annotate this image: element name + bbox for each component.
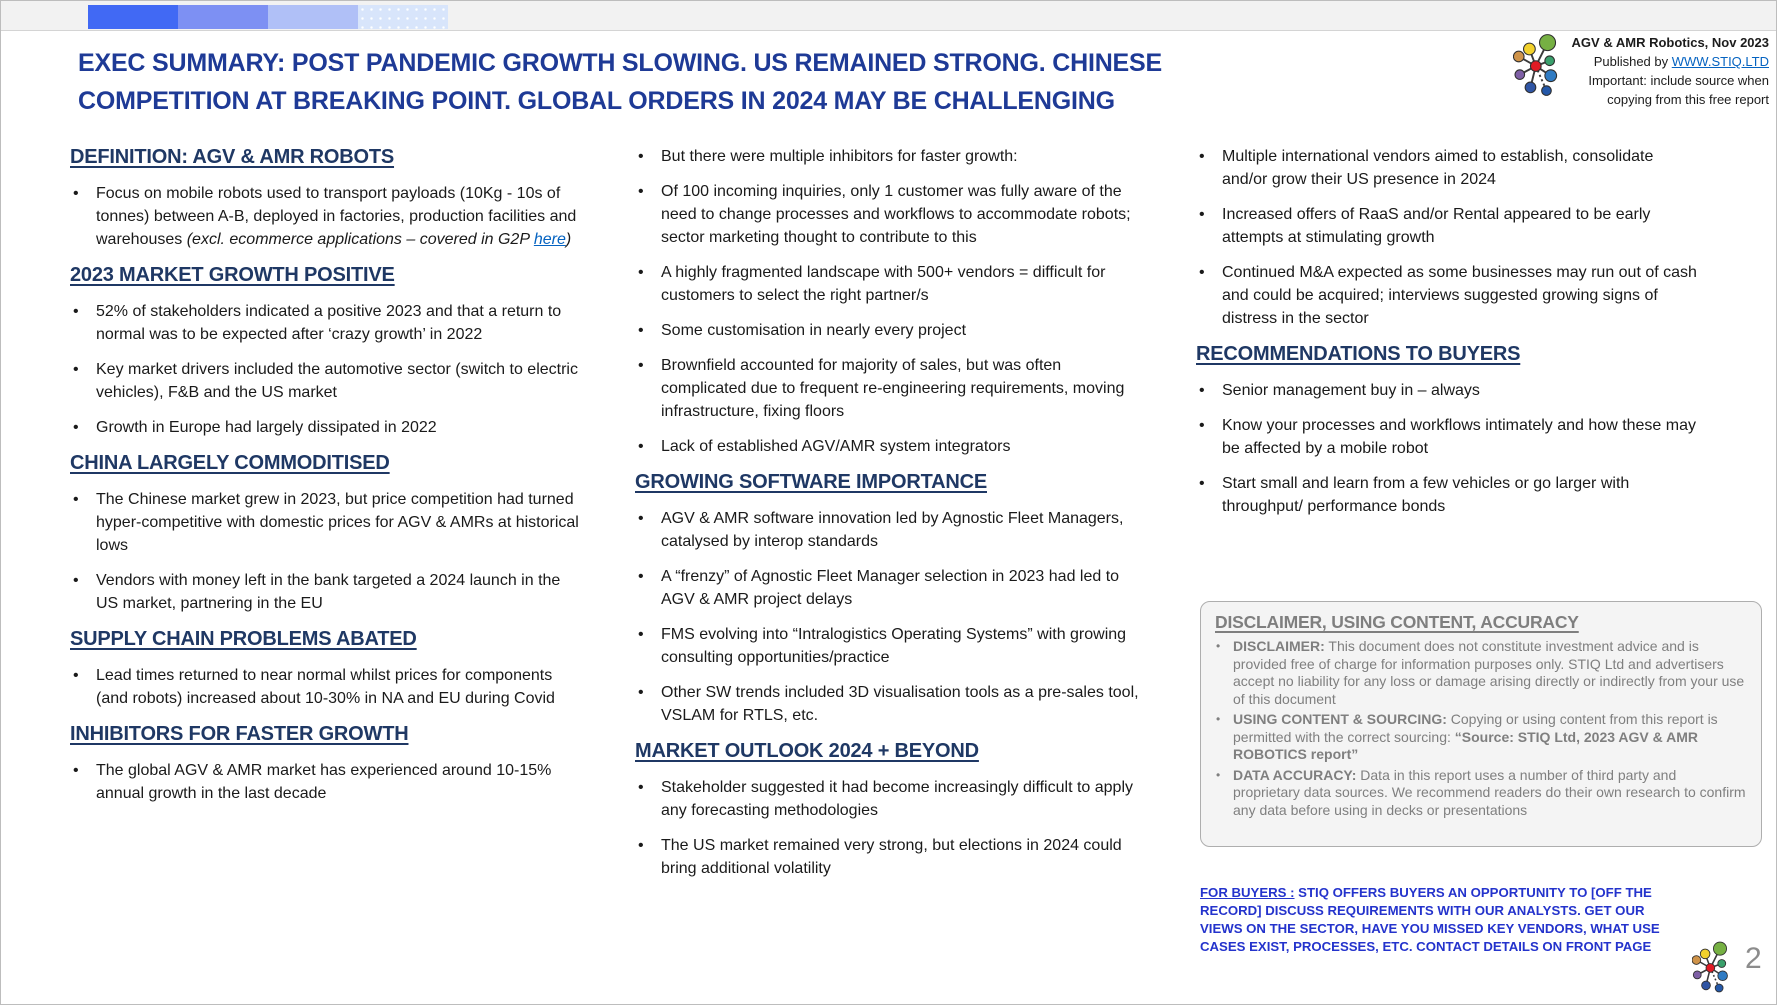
top-decorative-strip (0, 0, 1777, 31)
stiq-website-link[interactable]: WWW.STIQ.LTD (1671, 54, 1769, 69)
bullet-text: Lack of established AGV/AMR system integrators (661, 438, 1011, 455)
bullet-marker: • (638, 510, 644, 527)
disclaimer-heading: DISCLAIMER, USING CONTENT, ACCURACY (1215, 612, 1579, 632)
bullet-marker: • (73, 185, 79, 202)
bullet-marker: • (73, 419, 79, 436)
top-bar-segment (178, 5, 268, 29)
top-bar-segment (268, 5, 358, 29)
stiq-logo-icon (1513, 33, 1565, 97)
bullet-item (70, 569, 586, 615)
section-heading: RECOMMENDATIONS TO BUYERS (1196, 343, 1521, 365)
bullet-marker: • (638, 837, 644, 854)
bullet-text: Of 100 incoming inquiries, only 1 customer was fully aware of the need to change processes and workflows to accommodate robots; sector marketing thought to contribute to this (661, 183, 1131, 246)
bullet-marker: • (1216, 639, 1221, 653)
bullet-marker: • (638, 779, 644, 796)
bullet-marker: • (73, 667, 79, 684)
bullet-marker: • (73, 361, 79, 378)
section-heading: SUPPLY CHAIN PROBLEMS ABATED (70, 628, 417, 650)
stiq-logo-icon-small (1692, 940, 1734, 994)
report-title: AGV & AMR Robotics, Nov 2023 (1571, 35, 1769, 50)
bullet-item (70, 488, 586, 557)
content-column-middle (635, 145, 1140, 892)
bullet-text: Other SW trends included 3D visualisation tools as a pre-sales tool, VSLAM for RTLS, etc. (661, 684, 1139, 724)
bullet-text: Lead times returned to near normal whilst prices for components (and robots) increased about 10-30% in NA and EU during Covid (96, 667, 555, 707)
disclaimer-box (1200, 601, 1762, 847)
bullet-item (1215, 711, 1747, 764)
bullet-text: DISCLAIMER: This document does not constitute investment advice and is provided free of charge for information purposes only. STIQ Ltd and advertisers accept no liability for any loss or damage arising directly or indirectly from your use of this document (1233, 638, 1745, 707)
bullet-marker: • (638, 357, 644, 374)
bullet-item (70, 300, 586, 346)
section-heading: CHINA LARGELY COMMODITISED (70, 452, 390, 474)
bullet-marker: • (1199, 148, 1205, 165)
page-title (78, 44, 1368, 120)
bullet-item (1196, 203, 1701, 249)
bullet-text: 52% of stakeholders indicated a positive 2023 and that a return to normal was to be expected after ‘crazy growth’ in 2022 (96, 303, 562, 343)
section-heading: MARKET OUTLOOK 2024 + BEYOND (635, 740, 979, 762)
bullet-item (70, 759, 586, 805)
bullet-marker: • (638, 148, 644, 165)
bullet-text: AGV & AMR software innovation led by Agnostic Fleet Managers, catalysed by interop standards (661, 510, 1124, 550)
bullet-text: The Chinese market grew in 2023, but price competition had turned hyper-competitive with domestic prices for AGV & AMRs at historical lows (96, 491, 579, 554)
bullet-marker: • (638, 626, 644, 643)
bullet-text: Start small and learn from a few vehicles or go larger with throughput/ performance bonds (1222, 475, 1630, 515)
section-heading: INHIBITORS FOR FASTER GROWTH (70, 723, 409, 745)
bullet-text: Know your processes and workflows intimately and how these may be affected by a mobile robot (1222, 417, 1696, 457)
bullet-marker: • (638, 264, 644, 281)
content-column-right (1196, 145, 1701, 530)
bullet-item (635, 565, 1140, 611)
bullet-item (635, 354, 1140, 423)
inline-link[interactable]: here (533, 231, 566, 248)
bullet-text: Vendors with money left in the bank targeted a 2024 launch in the US market, partnering in the EU (96, 572, 561, 612)
bullet-text: Brownfield accounted for majority of sales, but was often complicated due to frequent re-engineering requirements, moving infrastructure, fixing floors (661, 357, 1125, 420)
bullet-text: Some customisation in nearly every project (661, 322, 967, 339)
bullet-text: Key market drivers included the automotive sector (switch to electric vehicles), F&B and the US market (96, 361, 578, 401)
bullet-marker: • (73, 572, 79, 589)
bullet-item (70, 358, 586, 404)
bullet-item (635, 681, 1140, 727)
bullet-item (635, 180, 1140, 249)
bullet-marker: • (638, 568, 644, 585)
bullet-item (1196, 472, 1701, 518)
bullet-marker: • (73, 491, 79, 508)
bullet-text: But there were multiple inhibitors for faster growth: (661, 148, 1018, 165)
bullet-marker: • (73, 762, 79, 779)
bullet-item (635, 507, 1140, 553)
bullet-text: Multiple international vendors aimed to establish, consolidate and/or grow their US presence in 2024 (1222, 148, 1654, 188)
bullet-item (1196, 145, 1701, 191)
bullet-marker: • (1199, 417, 1205, 434)
bullet-text: A “frenzy” of Agnostic Fleet Manager selection in 2023 had led to AGV & AMR project delays (661, 568, 1120, 608)
report-info (1513, 33, 1769, 109)
bullet-item (635, 319, 1140, 342)
bullet-text: Stakeholder suggested it had become increasingly difficult to apply any forecasting methodologies (661, 779, 1133, 819)
bullet-marker: • (638, 322, 644, 339)
bullet-marker: • (638, 684, 644, 701)
bullet-marker: • (638, 438, 644, 455)
bullet-item (635, 623, 1140, 669)
page-title-line2: COMPETITION AT BREAKING POINT. GLOBAL ORDERS IN 2024 MAY BE CHALLENGING (78, 87, 1115, 115)
report-publisher: Published by WWW.STIQ.LTD (1593, 54, 1769, 69)
bullet-item (70, 416, 586, 439)
bullet-text: USING CONTENT & SOURCING: Copying or using content from this report is permitted with the correct sourcing: “Source: STIQ Ltd, 2023 AGV & AMR ROBOTICS report” (1233, 711, 1718, 762)
disclaimer-list (1215, 638, 1747, 819)
bullet-text: Senior management buy in – always (1222, 382, 1480, 399)
bullet-item (635, 834, 1140, 880)
bullet-marker: • (1216, 767, 1221, 782)
page-title-line1: EXEC SUMMARY: POST PANDEMIC GROWTH SLOWING. US REMAINED STRONG. CHINESE (78, 49, 1162, 77)
bullet-item (635, 435, 1140, 458)
bullet-item (1196, 379, 1701, 402)
bullet-text: The US market remained very strong, but elections in 2024 could bring additional volatility (661, 837, 1122, 877)
bullet-text: Growth in Europe had largely dissipated in 2022 (96, 419, 437, 436)
section-heading: GROWING SOFTWARE IMPORTANCE (635, 471, 987, 493)
top-bar-segment (358, 5, 448, 29)
bullet-marker: • (73, 303, 79, 320)
bullet-item (635, 776, 1140, 822)
section-heading: DEFINITION: AGV & AMR ROBOTS (70, 146, 395, 168)
for-buyers-note: FOR BUYERS : STIQ OFFERS BUYERS AN OPPORTUNITY TO [OFF THE RECORD] DISCUSS REQUIREMENTS WITH OUR ANALYSTS. GET OUR VIEWS ON THE SECTOR, HAVE YOU MISSED KEY VENDORS, WHAT USE CASES EXIST, PROCESSES, ETC. CONTACT DETAILS ON FRONT PAGE (1200, 885, 1660, 954)
bullet-text: A highly fragmented landscape with 500+ vendors = difficult for customers to select the right partner/s (661, 264, 1106, 304)
bullet-text: Focus on mobile robots used to transport payloads (10Kg - 10s of tonnes) between A-B, deployed in factories, production facilities and warehouses (excl. ecommerce applications – covered in G2P here) (96, 185, 577, 248)
bullet-marker: • (1199, 382, 1205, 399)
section-heading: 2023 MARKET GROWTH POSITIVE (70, 264, 395, 286)
bullet-marker: • (1199, 206, 1205, 223)
bullet-item (1215, 638, 1747, 708)
bullet-text: FMS evolving into “Intralogistics Operating Systems” with growing consulting opportunities/practice (661, 626, 1127, 666)
content-column-left (70, 145, 586, 817)
bullet-item (1196, 261, 1701, 330)
bullet-item (635, 261, 1140, 307)
bullet-marker: • (1199, 264, 1205, 281)
bullet-text: Increased offers of RaaS and/or Rental appeared to be early attempts at stimulating growth (1222, 206, 1651, 246)
bullet-text: Continued M&A expected as some businesses may run out of cash and could be acquired; interviews suggested growing signs of distress in the sector (1222, 264, 1697, 327)
top-bar-segment (88, 5, 178, 29)
bullet-text: DATA ACCURACY: Data in this report uses a number of third party and proprietary data sources. We recommend readers do their own research to confirm any data before using in decks or presentations (1233, 766, 1746, 818)
bullet-item (70, 182, 586, 251)
bullet-item (635, 145, 1140, 168)
bullet-marker: • (1216, 712, 1221, 726)
report-note-line1: Important: include source when (1588, 73, 1769, 88)
page-number: 2 (1745, 942, 1762, 975)
bullet-marker: • (638, 183, 644, 200)
bullet-text: The global AGV & AMR market has experienced around 10-15% annual growth in the last decade (96, 762, 552, 802)
bullet-marker: • (1199, 475, 1205, 492)
bullet-item (1215, 767, 1747, 820)
bullet-item (1196, 414, 1701, 460)
bullet-item (70, 664, 586, 710)
report-note-line2: copying from this free report (1607, 92, 1769, 107)
